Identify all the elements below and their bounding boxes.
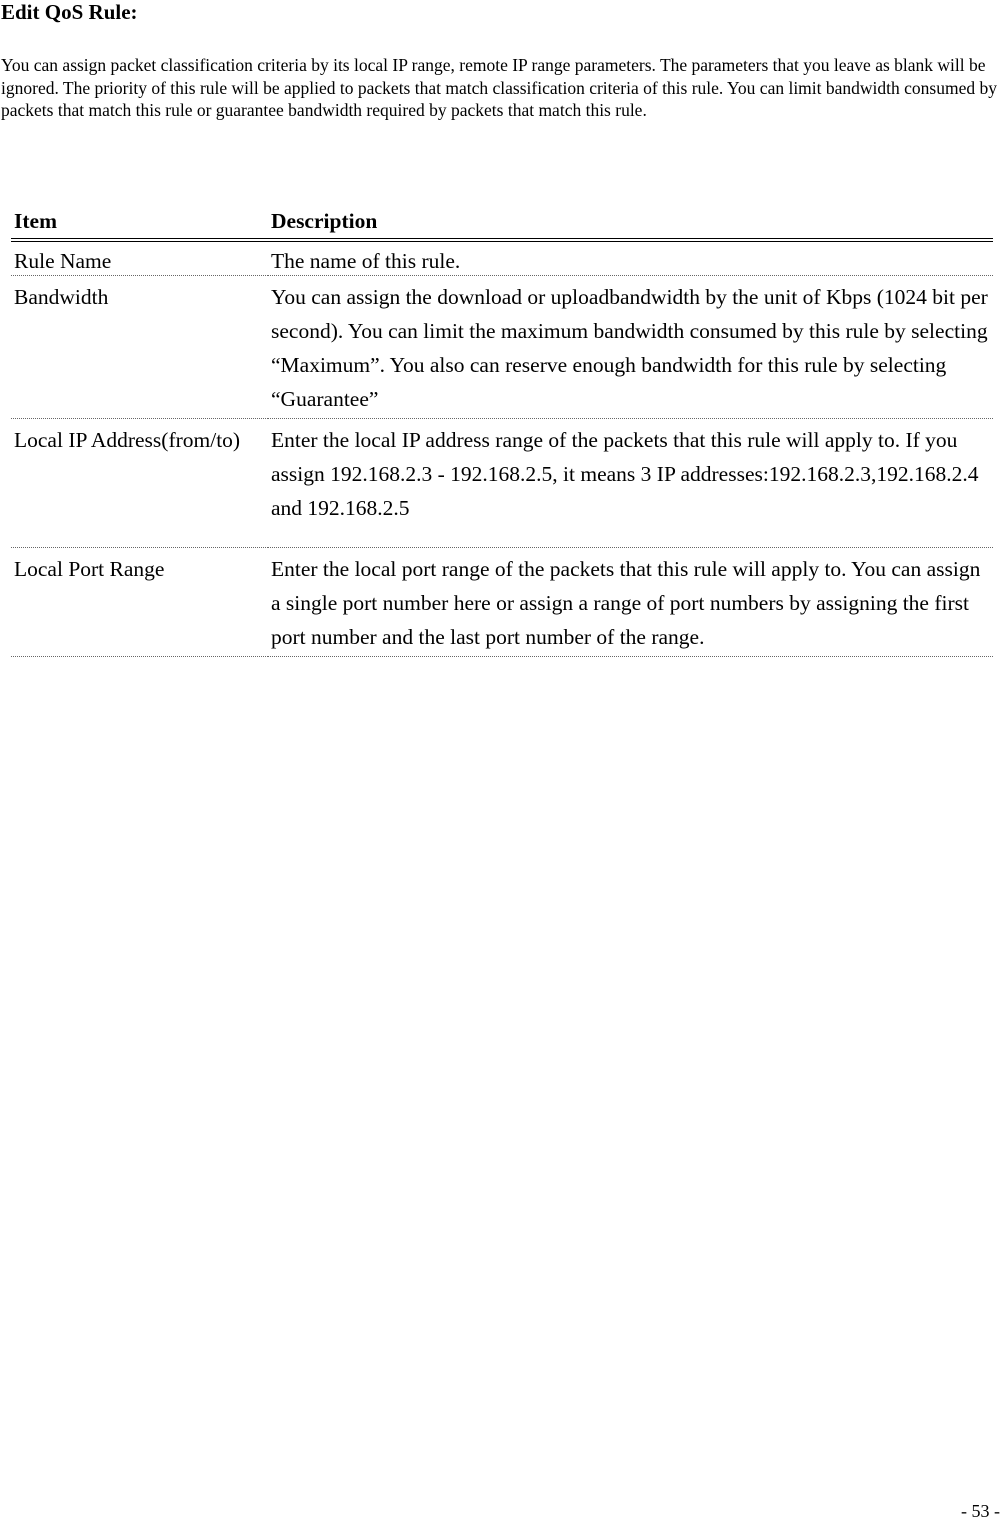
column-header-description: Description: [268, 206, 993, 240]
description-cell: Enter the local port range of the packets that this rule will apply to. You can assign a single port number here or assign a range of port numbers by assigning the first port number and the last port number of the range.: [268, 548, 993, 657]
item-cell: Local IP Address(from/to): [11, 419, 268, 548]
item-cell: Rule Name: [11, 240, 268, 276]
intro-paragraph: You can assign packet classification criteria by its local IP range, remote IP range parameters. The parameters that you leave as blank will be ignored. The priority of this rule will be applied to packets that match classification criteria of this rule. You can limit bandwidth consumed by packets that match this rule or guarantee bandwidth required by packets that match this rule.: [1, 55, 997, 121]
table-row: [11, 419, 993, 548]
page-title: Edit QoS Rule:: [1, 0, 138, 24]
item-cell: Local Port Range: [11, 548, 268, 657]
description-cell: You can assign the download or uploadbandwidth by the unit of Kbps (1024 bit per second). You can limit the maximum bandwidth consumed by this rule by selecting “Maximum”. You also can reserve enough bandwidth for this rule by selecting “Guarantee”: [268, 276, 993, 419]
table-row: [11, 240, 993, 276]
item-cell: Bandwidth: [11, 276, 268, 419]
description-cell: Enter the local IP address range of the packets that this rule will apply to. If you assign 192.168.2.3 - 192.168.2.5, it means 3 IP addresses:192.168.2.3,192.168.2.4 and 192.168.2.5: [268, 419, 993, 548]
item-description-table: [11, 206, 993, 657]
table-row: [11, 548, 993, 657]
table-row: [11, 276, 993, 419]
column-header-item: Item: [11, 206, 268, 240]
description-cell: The name of this rule.: [268, 240, 993, 276]
page-number: - 53 -: [961, 1501, 1000, 1521]
table-header-row: [11, 206, 993, 240]
